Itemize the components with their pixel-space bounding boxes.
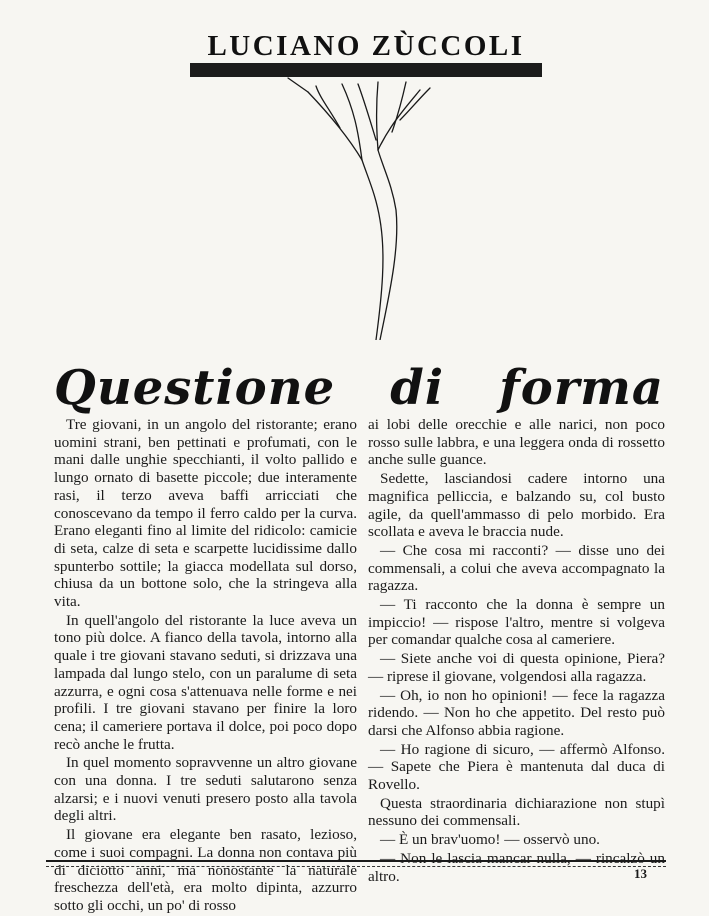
title-word-2: di (390, 360, 445, 416)
paragraph: Sedette, lasciandosi cadere intorno una magnifica pelliccia, e balzando su, col busto agile, da quell'ammasso di pelo morbido. Era scollata e aveva le braccia nude. (368, 470, 665, 541)
paragraph: — Siete anche voi di questa opinione, Piera? — riprese il giovane, volgendosi alla ragazza. (368, 650, 665, 685)
title-word-1: Questione (54, 360, 336, 416)
paragraph: Il giovane era elegante ben rasato, lezioso, come i suoi compagni. La donna non contava più di diciotto anni, ma nonostante la naturale freschezza dell'età, era molto dipinta, azzurro sotto gli occhi, un po' di rosso (54, 826, 357, 914)
article-title (54, 348, 664, 418)
title-word-3: forma (499, 360, 664, 416)
paragraph: In quel momento sopravvenne un altro giovane con una donna. I tre seduti salutarono senza alzarsi; e i nuovi venuti presero posto alla tavola degli altri. (54, 754, 357, 825)
right-column (368, 416, 665, 886)
paragraph: — Ti racconto che la donna è sempre un impiccio! — rispose l'altro, mentre si volgeva per comandar qualche cosa al cameriere. (368, 596, 665, 649)
tree-illustration (280, 70, 450, 340)
left-column (54, 416, 357, 916)
paragraph: — Non le lascia mancar nulla, — rincalzò un altro. (368, 849, 665, 885)
paragraph: — Che cosa mi racconti? — disse uno dei commensali, a colui che aveva accompagnato la ragazza. (368, 541, 665, 595)
paragraph: In quell'angolo del ristorante la luce aveva un tono più dolce. A fianco della tavola, intorno alla quale i tre giovani stavano seduti, si drizzava una lampada dal lungo stelo, con un paralume di seta azzurra, e ogni cosa s'attenuava nelle forme e nei profili. I tre giovani stavano per finire la loro cena; il cameriere portava il dolce, poi poco dopo recò anche le frutta. (54, 611, 357, 753)
page-number: 13 (634, 866, 647, 881)
footer-rule (46, 860, 666, 867)
paragraph: — È un brav'uomo! — osservò uno. (380, 831, 600, 849)
author-name: LUCIANO ZÙCCOLI (207, 30, 525, 62)
paragraph: — Oh, io non ho opinioni! — fece la ragazza ridendo. — Non ho che appetito. Del resto può darsi che Alfonso abbia ragione. (368, 686, 665, 739)
paragraph: — Ho ragione di sicuro, — affermò Alfonso. — Sapete che Piera è mantenuta dal duca di Rovello. (368, 740, 665, 794)
paragraph: ai lobi delle orecchie e alle narici, non poco rosso sulle labbra, e una leggera onda di rossetto anche sulle guance. (368, 416, 665, 469)
paragraph: Tre giovani, in un angolo del ristorante; erano uomini strani, ben pettinati e profumati, con le mani dalle unghie specchianti, il volto pallido e lungo ornato di basette piccole; due interamente rasi, il terzo aveva baffi arricciati che conoscevano da tempo il ferro caldo per la curva. Erano eleganti fino al limite del ridicolo: camicie di seta, calze di seta e scarpette lucidissime dallo spunterbo sottile; la giacca modellata sul dorso, chiusa da un bottone solo, che la stringeva alla vita. (54, 416, 357, 611)
paragraph: Questa straordinaria dichiarazione non stupì nessuno dei commensali. (368, 794, 665, 830)
